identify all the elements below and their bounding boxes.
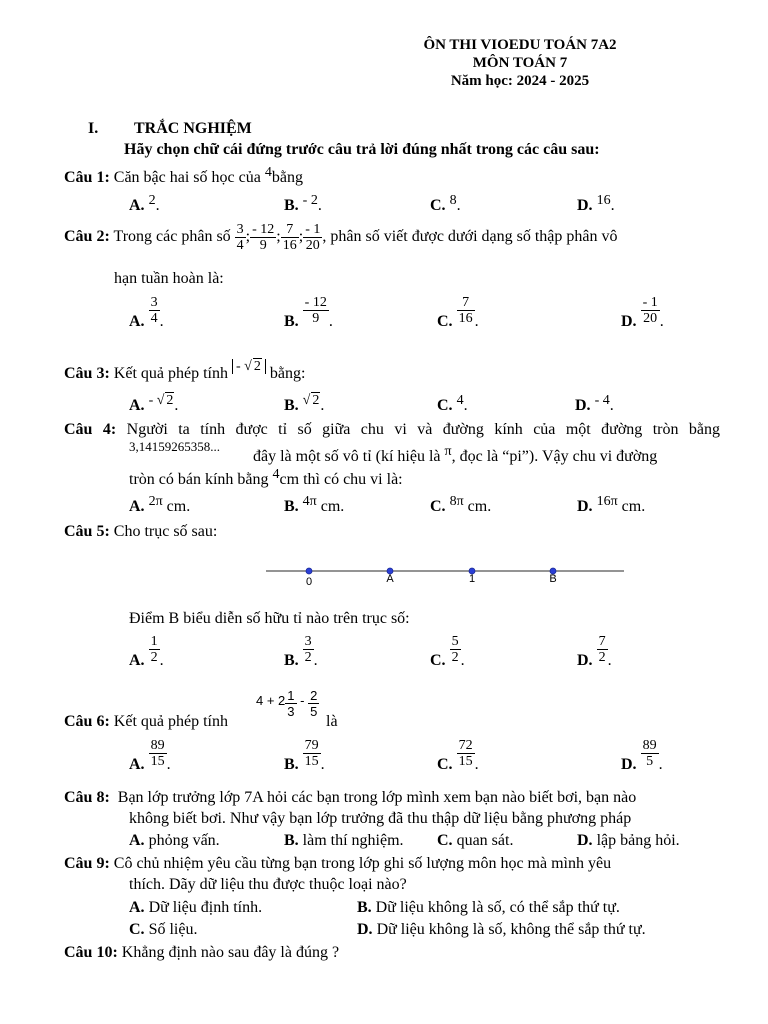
q6-option-c[interactable]: C. $\frac{72}{15}$ . — [437, 738, 479, 773]
q1-text: Căn bậc hai số học của — [113, 169, 261, 186]
q5-option-b[interactable]: B. $\frac{3}{2}$ . — [284, 634, 318, 669]
q3-option-a[interactable]: A. - √ 2. — [129, 393, 179, 414]
q6-option-b[interactable]: B. $\frac{79}{15}$ . — [284, 738, 325, 773]
label-0: 0 — [305, 576, 313, 588]
q2-fraction-1: $\frac{3}{4}$ — [236, 222, 244, 253]
question-5: Câu 5: Cho trục số sau: — [64, 523, 218, 540]
q8-option-d[interactable]: D. lập bảng hỏi. — [577, 832, 680, 849]
q3-label: Câu 3: — [64, 365, 110, 382]
q10-label: Câu 10: — [64, 944, 118, 961]
q3-option-b[interactable]: B. √ 2. — [284, 393, 325, 414]
question-1 — [64, 165, 303, 187]
q3-expression: - √ 2 — [232, 359, 266, 374]
question-3 — [64, 359, 306, 383]
label-1: 1 — [468, 573, 476, 585]
section-instruction: Hãy chọn chữ cái đứng trước câu trả lời đúng nhất trong các câu sau: — [124, 141, 600, 158]
q5-option-c[interactable]: C. $\frac{5}{2}$ . — [430, 634, 465, 669]
q1-label: Câu 1: — [64, 169, 110, 186]
pi-symbol: π — [444, 444, 452, 459]
q4-line3: tròn có bán kính bằng 4cm thì có chu vi là: — [129, 467, 403, 488]
q4-label: Câu 4: — [64, 421, 117, 438]
q4-option-b[interactable]: B. 4π cm. — [284, 494, 345, 515]
q8-option-a[interactable]: A. phỏng vấn. — [129, 832, 220, 849]
q4-number: 3,14159265358... — [129, 439, 220, 454]
q9-option-d[interactable]: D. Dữ liệu không là số, không thể sắp thứ tự. — [357, 921, 646, 938]
q2-option-d[interactable]: D. $\frac{- 1}{20}$ . — [621, 295, 664, 330]
question-6: Câu 6: Kết quả phép tính — [64, 713, 228, 730]
q1-text-after: bằng — [271, 169, 303, 186]
q3-option-d[interactable]: D. - 4. — [575, 393, 614, 414]
q6-expression: 4 + 2 $\frac{1}{3}$ - $\frac{2}{5}$ — [256, 688, 318, 719]
q9-option-a[interactable]: A. Dữ liệu định tính. — [129, 899, 263, 916]
q6-label: Câu 6: — [64, 713, 110, 730]
q3-option-c[interactable]: C. 4. — [437, 393, 468, 414]
number-line — [262, 560, 628, 590]
point-0 — [306, 568, 312, 574]
section-title: TRẮC NGHIỆM — [134, 120, 252, 137]
question-10: Câu 10: Khẳng định nào sau đây là đúng ? — [64, 944, 340, 961]
q9-option-c[interactable]: C. Số liệu. — [129, 921, 198, 938]
question-9-line1: Câu 9: Cô chủ nhiệm yêu cầu từng bạn trong lớp ghi số lượng môn học mà mình yêu — [64, 855, 612, 872]
question-2: Câu 2: Trong các phân số $\frac{3}{4}$ ; $\frac{- 12}{9}$ ; $\frac{7}{16}$ ; $\frac{- 1}{20}$ , phân số viết được dưới dạng số thập phân vô — [64, 222, 618, 253]
q8-option-c[interactable]: C. quan sát. — [437, 832, 514, 849]
q6-option-d[interactable]: D. $\frac{89}{5}$ . — [621, 738, 663, 773]
q3-text-after: bằng: — [269, 365, 306, 382]
q1-value: 4 — [264, 165, 272, 180]
doc-title: ÔN THI VIOEDU TOÁN 7A2 — [423, 37, 617, 53]
q5-option-a[interactable]: A. $\frac{1}{2}$ . — [129, 634, 164, 669]
q8-label: Câu 8: — [64, 789, 110, 806]
q2-text-after: , phân số viết được dưới dạng số thập phân vô — [322, 228, 618, 245]
q5-option-d[interactable]: D. $\frac{7}{2}$ . — [577, 634, 612, 669]
q2-label: Câu 2: — [64, 228, 110, 245]
q4-option-a[interactable]: A. 2π cm. — [129, 494, 191, 515]
q1-option-a[interactable]: A. 2. — [129, 193, 160, 214]
q2-option-c[interactable]: C. $\frac{7}{16}$ . — [437, 295, 479, 330]
q2-text-line2: hạn tuần hoàn là: — [114, 270, 224, 287]
doc-subject: MÔN TOÁN 7 — [472, 55, 568, 71]
q2-text: Trong các phân số — [113, 228, 231, 245]
q1-option-b[interactable]: B. - 2. — [284, 193, 322, 214]
q2-fraction-3: $\frac{7}{16}$ — [282, 222, 297, 253]
q2-option-a[interactable]: A. $\frac{3}{4}$ . — [129, 295, 164, 330]
q5-label: Câu 5: — [64, 523, 110, 540]
q8-option-b[interactable]: B. làm thí nghiệm. — [284, 832, 404, 849]
section-number: I. — [88, 120, 99, 137]
label-a: A — [386, 573, 394, 585]
q1-option-d[interactable]: D. 16. — [577, 193, 615, 214]
q6-option-a[interactable]: A. $\frac{89}{15}$ . — [129, 738, 171, 773]
q3-text: Kết quả phép tính — [113, 365, 228, 382]
q1-option-c[interactable]: C. 8. — [430, 193, 461, 214]
q8-line2: không biết bơi. Như vậy bạn lớp trưởng đã thu thập dữ liệu bằng phương pháp — [129, 810, 632, 827]
question-4-line1: Câu 4: Người ta tính được tỉ số giữa chu vi và đường kính của một đường tròn bằng — [64, 421, 721, 438]
q9-label: Câu 9: — [64, 855, 110, 872]
q2-fraction-4: $\frac{- 1}{20}$ — [305, 222, 321, 253]
q4-option-c[interactable]: C. 8π cm. — [430, 494, 492, 515]
q5-question: Điểm B biểu diễn số hữu tỉ nào trên trục số: — [129, 610, 410, 627]
q9-line2: thích. Dãy dữ liệu thu được thuộc loại nào? — [129, 876, 407, 893]
label-b: B — [549, 573, 557, 585]
q4-line2: đây là một số vô tỉ (kí hiệu là π, đọc là “pi”). Vậy chu vi đường — [253, 444, 658, 465]
doc-school-year: Năm học: 2024 - 2025 — [450, 73, 590, 89]
q4-option-d[interactable]: D. 16π cm. — [577, 494, 646, 515]
q2-option-b[interactable]: B. $\frac{- 12}{9}$ . — [284, 295, 333, 330]
question-8-line1: Câu 8: Bạn lớp trưởng lớp 7A hỏi các bạn trong lớp mình xem bạn nào biết bơi, bạn nào — [64, 789, 637, 806]
q2-fraction-2: $\frac{- 12}{9}$ — [252, 222, 275, 253]
q9-option-b[interactable]: B. Dữ liệu không là số, có thể sắp thứ tự. — [357, 899, 620, 916]
q6-text-after: là — [326, 713, 338, 730]
